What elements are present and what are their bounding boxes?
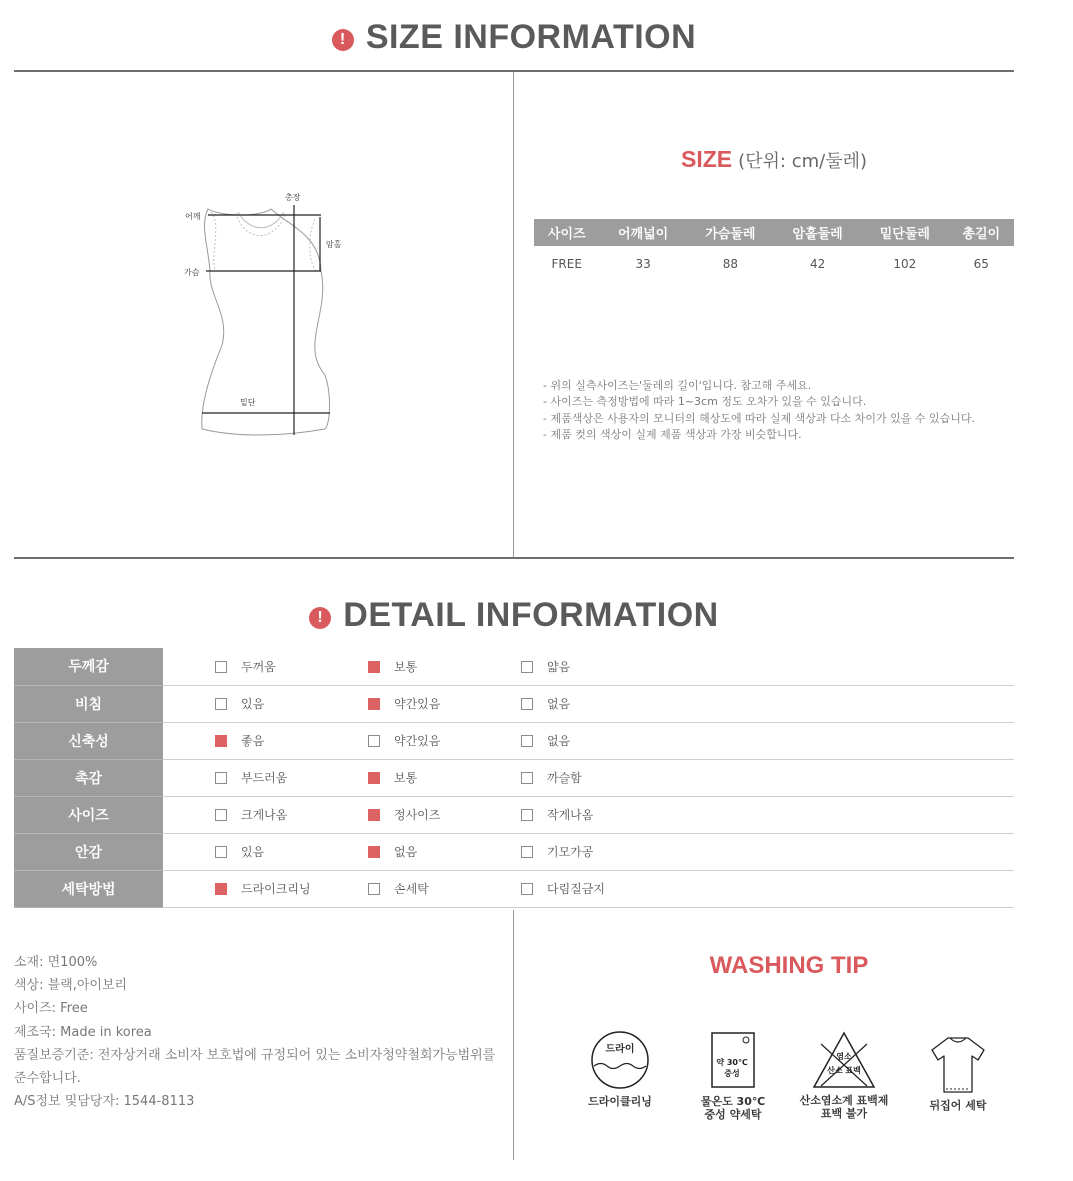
garment-diagram	[170, 185, 360, 445]
diagram-label-length: 총장	[285, 193, 301, 202]
detail-row: 사이즈 크게나옴 정사이즈 작게나옴	[14, 796, 1014, 833]
water-temp-icon: 약 30℃ 중성 물온도 30℃ 중성 약세탁	[683, 1031, 783, 1121]
checkbox	[521, 735, 533, 747]
note-line: - 위의 실측사이즈는'둘레의 길이'입니다. 참고해 주세요.	[543, 379, 812, 392]
detail-table	[14, 648, 1014, 908]
checkbox	[521, 883, 533, 895]
dry-clean-icon: 드라이 드라이클리닝	[570, 1030, 670, 1108]
inside-out-wash-icon: 뒤집어 세탁	[908, 1034, 1008, 1112]
detail-label: 촉감	[14, 759, 163, 796]
divider	[14, 557, 1014, 559]
info-line: 준수합니다.	[14, 1071, 81, 1087]
table-cell: 65	[973, 257, 989, 271]
svg-text:드라이: 드라이	[605, 1044, 635, 1055]
detail-row: 세탁방법 드라이크리닝 손세탁 다림질금지	[14, 870, 1014, 907]
column-header: 밑단둘레	[861, 219, 948, 246]
detail-label: 비침	[14, 685, 163, 722]
table-cell: FREE	[551, 257, 582, 271]
table-row	[534, 246, 1014, 282]
info-line: 색상: 블랙,아이보리	[14, 978, 128, 994]
checkbox-checked	[215, 735, 227, 747]
size-table	[534, 219, 1014, 282]
svg-text:중성: 중성	[724, 1069, 740, 1078]
size-title: SIZE (단위: cm/둘레)	[680, 146, 867, 172]
checkbox	[521, 772, 533, 784]
size-table-header	[534, 219, 1014, 246]
divider	[14, 70, 1014, 72]
checkbox-checked	[368, 772, 380, 784]
size-notes	[543, 378, 975, 443]
checkbox-checked	[368, 661, 380, 673]
detail-row: 신축성 좋음 약간있음 없음	[14, 722, 1014, 759]
detail-label: 사이즈	[14, 796, 163, 833]
column-header: 총길이	[948, 219, 1014, 246]
checkbox	[368, 735, 380, 747]
info-line: 사이즈: Free	[14, 1001, 88, 1017]
column-header: 암홀둘레	[774, 219, 861, 246]
product-info	[14, 951, 514, 1113]
checkbox	[521, 698, 533, 710]
detail-row: 안감 있음 없음 기모가공	[14, 833, 1014, 870]
checkbox	[215, 809, 227, 821]
svg-text:염소: 염소	[836, 1052, 852, 1061]
checkbox	[521, 661, 533, 673]
note-line: - 사이즈는 측정방법에 따라 1~3cm 정도 오차가 있을 수 있습니다.	[543, 395, 867, 409]
info-line: 제조국: Made in korea	[14, 1024, 152, 1040]
table-cell: 33	[635, 257, 651, 271]
checkbox	[215, 661, 227, 673]
detail-label: 안감	[14, 833, 163, 870]
column-header: 어깨넓이	[599, 219, 686, 246]
divider	[513, 72, 514, 558]
checkbox	[215, 698, 227, 710]
size-info-heading: ! SIZE INFORMATION	[14, 18, 1014, 57]
svg-text:산소 표백: 산소 표백	[827, 1066, 861, 1075]
washing-tip-title: WASHING TIP	[709, 952, 869, 979]
table-cell: 88	[722, 257, 738, 271]
detail-label: 신축성	[14, 722, 163, 759]
detail-row: 촉감 부드러움 보통 까슬함	[14, 759, 1014, 796]
checkbox-checked	[368, 698, 380, 710]
detail-info-heading: ! DETAIL INFORMATION	[14, 596, 1014, 635]
checkbox	[521, 846, 533, 858]
diagram-label-hem: 밑단	[240, 398, 256, 407]
info-line: A/S정보 및담당자: 1544-8113	[14, 1094, 195, 1110]
checkbox	[215, 772, 227, 784]
checkbox-checked	[368, 809, 380, 821]
detail-label: 두께감	[14, 648, 163, 685]
checkbox-checked	[215, 883, 227, 895]
diagram-label-armhole: 암홀	[326, 240, 342, 249]
no-bleach-icon: 염소 산소 표백 산소염소계 표백제 표백 불가	[794, 1030, 894, 1120]
checkbox	[215, 846, 227, 858]
detail-row: 두께감 두꺼움 보통 얇음	[14, 648, 1014, 685]
table-cell: 102	[893, 257, 917, 271]
info-line: 품질보증기준: 전자상거래 소비자 보호법에 규정되어 있는 소비자청약철회가능범위를	[14, 1047, 496, 1063]
svg-text:약 30℃: 약 30℃	[716, 1058, 748, 1067]
exclamation-icon: !	[332, 29, 354, 51]
checkbox	[368, 883, 380, 895]
checkbox	[521, 809, 533, 821]
table-cell: 42	[809, 257, 826, 271]
column-header: 사이즈	[534, 219, 599, 246]
diagram-label-chest: 가슴	[184, 268, 200, 277]
note-line: - 제품 컷의 색상이 실제 제품 색상과 가장 비슷합니다.	[543, 427, 802, 441]
detail-row: 비침 있음 약간있음 없음	[14, 685, 1014, 722]
detail-label: 세탁방법	[14, 870, 163, 907]
exclamation-icon: !	[309, 607, 331, 629]
note-line: - 제품색상은 사용자의 모니터의 해상도에 따라 실제 색상과 다소 차이가 있을 수 있습니다.	[543, 411, 975, 425]
column-header: 가슴둘레	[687, 219, 774, 246]
info-line: 소재: 면100%	[14, 955, 98, 970]
checkbox-checked	[368, 846, 380, 858]
diagram-label-shoulder: 어깨	[185, 212, 201, 221]
